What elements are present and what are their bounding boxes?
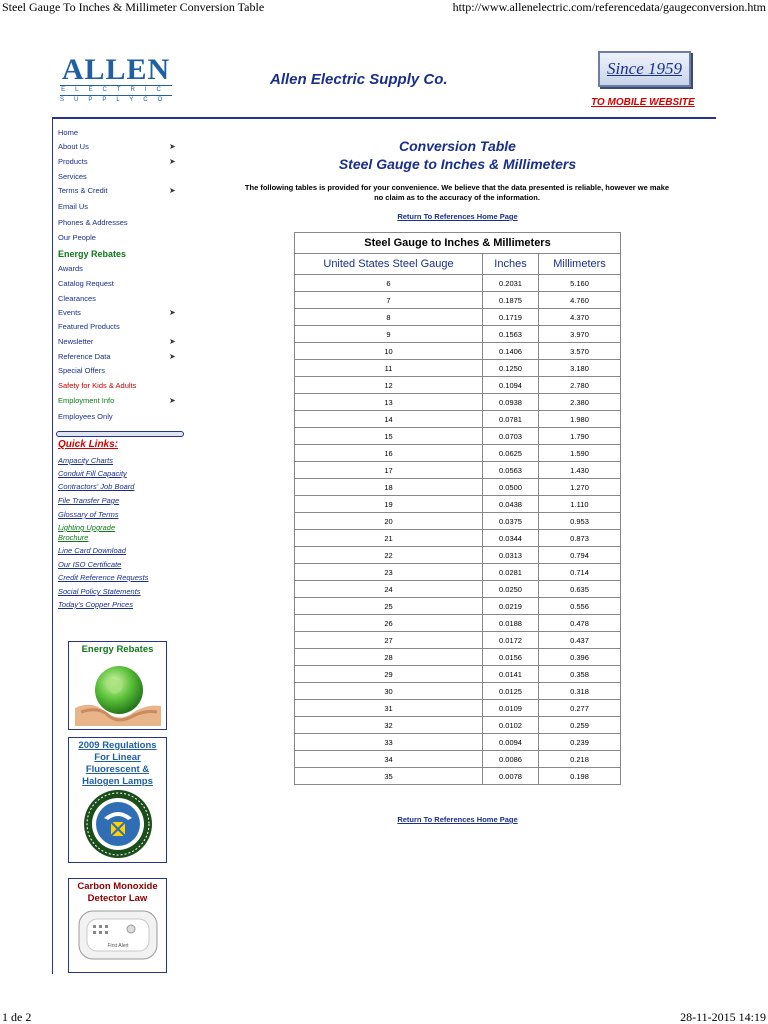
mm-cell: 0.714	[539, 564, 621, 581]
logo-supply: SUPPLYCO	[60, 97, 173, 103]
table-row	[295, 530, 621, 547]
mm-cell: 2.380	[539, 394, 621, 411]
submenu-arrow-icon[interactable]: ➤	[169, 142, 176, 151]
since-label: Since 1959	[606, 59, 683, 78]
mm-cell: 1.110	[539, 496, 621, 513]
quick-link[interactable]: Line Card Download	[58, 546, 126, 555]
inches-cell: 0.0125	[483, 683, 539, 700]
regulations-line-1: 2009 Regulations	[78, 740, 157, 751]
mm-cell: 5.160	[539, 275, 621, 292]
intro-text	[212, 183, 702, 203]
print-title: Steel Gauge To Inches & Millimeter Conversion Table	[2, 0, 265, 14]
sidebar-item[interactable]: Employment Info	[58, 396, 115, 405]
inches-cell: 0.0086	[483, 751, 539, 768]
sidebar-item[interactable]: Services	[58, 172, 87, 181]
mm-cell: 0.239	[539, 734, 621, 751]
since-badge[interactable]	[598, 51, 691, 87]
logo-electric: ELECTRIC	[61, 87, 171, 93]
gauge-cell: 32	[295, 717, 483, 734]
inches-cell: 0.0156	[483, 649, 539, 666]
quick-link[interactable]: File Transfer Page	[58, 496, 120, 505]
submenu-arrow-icon[interactable]: ➤	[169, 186, 176, 195]
inches-cell: 0.1250	[483, 360, 539, 377]
sidebar-item[interactable]: Catalog Request	[58, 279, 114, 288]
return-link-top[interactable]: Return To References Home Page	[397, 212, 518, 221]
co-detector-icon	[73, 905, 163, 965]
mm-cell: 1.590	[539, 445, 621, 462]
quick-link[interactable]: Credit Reference Requests	[58, 573, 149, 582]
table-row	[295, 581, 621, 598]
quick-link[interactable]: Contractors' Job Board	[58, 482, 135, 491]
table-row	[295, 649, 621, 666]
table-row	[295, 513, 621, 530]
table-row	[295, 428, 621, 445]
mm-cell: 0.794	[539, 547, 621, 564]
mm-cell: 2.780	[539, 377, 621, 394]
sidebar-item[interactable]: Events	[58, 308, 81, 317]
mm-cell: 3.970	[539, 326, 621, 343]
quick-link[interactable]: Lighting Upgrade	[58, 523, 116, 532]
table-row	[295, 615, 621, 632]
submenu-arrow-icon[interactable]: ➤	[169, 308, 176, 317]
submenu-arrow-icon[interactable]: ➤	[169, 352, 176, 361]
quick-links-title: Quick Links:	[58, 439, 119, 450]
gauge-cell: 29	[295, 666, 483, 683]
table-row	[295, 564, 621, 581]
gauge-cell: 7	[295, 292, 483, 309]
table-caption: Steel Gauge to Inches & Millimeters	[295, 233, 621, 254]
submenu-arrow-icon[interactable]: ➤	[169, 396, 176, 405]
table-row	[295, 394, 621, 411]
inches-cell: 0.0938	[483, 394, 539, 411]
inches-cell: 0.1719	[483, 309, 539, 326]
table-row	[295, 479, 621, 496]
sidebar-item[interactable]: Products	[58, 157, 88, 166]
inches-cell: 0.0438	[483, 496, 539, 513]
mm-cell: 0.358	[539, 666, 621, 683]
mm-cell: 0.635	[539, 581, 621, 598]
gauge-cell: 11	[295, 360, 483, 377]
inches-cell: 0.0102	[483, 717, 539, 734]
inches-cell: 0.0078	[483, 768, 539, 785]
mm-cell: 0.218	[539, 751, 621, 768]
mm-cell: 3.180	[539, 360, 621, 377]
quick-link[interactable]: Brochure	[58, 533, 89, 542]
mm-cell: 3.570	[539, 343, 621, 360]
regulations-line-2: For Linear	[94, 752, 141, 763]
sidebar-item[interactable]: Terms & Credit	[58, 186, 108, 195]
inches-cell: 0.0781	[483, 411, 539, 428]
table-row	[295, 292, 621, 309]
sidebar-item[interactable]: About Us	[58, 142, 89, 151]
gauge-cell: 22	[295, 547, 483, 564]
table-row	[295, 462, 621, 479]
sidebar-item[interactable]: Featured Products	[58, 322, 120, 331]
carbon-monoxide-box[interactable]	[68, 878, 167, 973]
mm-cell: 1.270	[539, 479, 621, 496]
page-subtitle: Steel Gauge to Inches & Millimeters	[338, 156, 577, 172]
gauge-table	[294, 232, 621, 785]
print-datetime: 28-11-2015 14:19	[680, 1010, 766, 1024]
col-mm-header: Millimeters	[539, 254, 621, 275]
sidebar-scroll-bar	[56, 431, 184, 437]
inches-cell: 0.0500	[483, 479, 539, 496]
gauge-cell: 25	[295, 598, 483, 615]
inches-cell: 0.0141	[483, 666, 539, 683]
gauge-cell: 23	[295, 564, 483, 581]
gauge-cell: 34	[295, 751, 483, 768]
print-url: http://www.allenelectric.com/referencedata/gaugeconversion.htm	[452, 0, 766, 14]
inches-cell: 0.0625	[483, 445, 539, 462]
inches-cell: 0.0703	[483, 428, 539, 445]
inches-cell: 0.0188	[483, 615, 539, 632]
gauge-cell: 26	[295, 615, 483, 632]
regulations-box[interactable]	[68, 737, 167, 863]
inches-cell: 0.0313	[483, 547, 539, 564]
mm-cell: 0.396	[539, 649, 621, 666]
gauge-cell: 30	[295, 683, 483, 700]
print-header	[0, 0, 768, 16]
table-row	[295, 343, 621, 360]
inches-cell: 0.0250	[483, 581, 539, 598]
inches-cell: 0.0219	[483, 598, 539, 615]
gauge-cell: 8	[295, 309, 483, 326]
gauge-cell: 35	[295, 768, 483, 785]
gauge-cell: 9	[295, 326, 483, 343]
sidebar-item[interactable]: Awards	[58, 264, 83, 273]
mm-cell: 4.370	[539, 309, 621, 326]
inches-cell: 0.0344	[483, 530, 539, 547]
table-row	[295, 360, 621, 377]
inches-cell: 0.0281	[483, 564, 539, 581]
submenu-arrow-icon[interactable]: ➤	[169, 157, 176, 166]
sidebar-item[interactable]: Clearances	[58, 294, 96, 303]
intro-line-1: The following tables is provided for your convenience. We believe that the data presented is reliable, however we make	[244, 183, 670, 192]
inches-cell: 0.0109	[483, 700, 539, 717]
gauge-cell: 15	[295, 428, 483, 445]
quick-link[interactable]: Ampacity Charts	[58, 456, 114, 465]
allen-logo[interactable]	[60, 53, 173, 104]
gauge-cell: 16	[295, 445, 483, 462]
sidebar-item[interactable]: Energy Rebates	[58, 249, 127, 259]
sidebar-item[interactable]: Email Us	[58, 202, 89, 211]
table-row	[295, 377, 621, 394]
quick-link[interactable]: Today's Copper Prices	[58, 600, 133, 609]
gauge-cell: 21	[295, 530, 483, 547]
table-row	[295, 700, 621, 717]
sidebar-item[interactable]: Safety for Kids & Adults	[58, 381, 137, 390]
logo-wordmark: ALLEN	[61, 53, 171, 86]
mm-cell: 0.478	[539, 615, 621, 632]
inches-cell: 0.0375	[483, 513, 539, 530]
gauge-cell: 12	[295, 377, 483, 394]
energy-rebates-box[interactable]	[68, 641, 167, 730]
mm-cell: 1.980	[539, 411, 621, 428]
inches-cell: 0.0563	[483, 462, 539, 479]
gauge-cell: 6	[295, 275, 483, 292]
page-number: 1 de 2	[2, 1010, 32, 1024]
gauge-cell: 14	[295, 411, 483, 428]
gauge-cell: 17	[295, 462, 483, 479]
mm-cell: 1.430	[539, 462, 621, 479]
table-row	[295, 717, 621, 734]
carbon-monoxide-line-2: Detector Law	[87, 893, 148, 904]
table-row	[295, 547, 621, 564]
quick-link[interactable]: Conduit Fill Capacity	[58, 469, 127, 478]
table-row	[295, 275, 621, 292]
mm-cell: 1.790	[539, 428, 621, 445]
gauge-cell: 13	[295, 394, 483, 411]
mm-cell: 0.277	[539, 700, 621, 717]
table-row	[295, 751, 621, 768]
gauge-cell: 19	[295, 496, 483, 513]
quick-link[interactable]: Glossary of Terms	[58, 510, 119, 519]
mm-cell: 0.437	[539, 632, 621, 649]
sidebar-item[interactable]: Reference Data	[58, 352, 111, 361]
quick-link[interactable]: Our ISO Certificate	[58, 560, 122, 569]
table-row	[295, 666, 621, 683]
gauge-cell: 10	[295, 343, 483, 360]
regulations-line-3: Fluorescent &	[85, 764, 150, 775]
company-name: Allen Electric Supply Co.	[270, 71, 448, 88]
gauge-cell: 27	[295, 632, 483, 649]
regulations-line-4: Halogen Lamps	[82, 776, 153, 787]
mm-cell: 0.259	[539, 717, 621, 734]
table-row	[295, 326, 621, 343]
inches-cell: 0.0172	[483, 632, 539, 649]
inches-cell: 0.1563	[483, 326, 539, 343]
submenu-arrow-icon[interactable]: ➤	[169, 337, 176, 346]
inches-cell: 0.1875	[483, 292, 539, 309]
quick-link[interactable]: Social Policy Statements	[58, 587, 141, 596]
inches-cell: 0.1094	[483, 377, 539, 394]
sidebar-item[interactable]: Newsletter	[58, 337, 94, 346]
carbon-monoxide-line-1: Carbon Monoxide	[77, 881, 158, 892]
mm-cell: 4.760	[539, 292, 621, 309]
print-footer	[0, 1010, 768, 1024]
energy-rebates-title: Energy Rebates	[81, 644, 154, 655]
mobile-website-link[interactable]: TO MOBILE WEBSITE	[591, 97, 695, 108]
gauge-cell: 18	[295, 479, 483, 496]
mm-cell: 0.198	[539, 768, 621, 785]
globe-in-hands-icon	[73, 656, 163, 726]
table-row	[295, 768, 621, 785]
mm-cell: 0.953	[539, 513, 621, 530]
sidebar-item[interactable]: Employees Only	[58, 412, 113, 421]
sidebar-item[interactable]: Our People	[58, 233, 96, 242]
detector-brand: First Alert	[106, 943, 129, 949]
table-row	[295, 598, 621, 615]
inches-cell: 0.2031	[483, 275, 539, 292]
gauge-cell: 24	[295, 581, 483, 598]
col-inches-header: Inches	[483, 254, 539, 275]
sidebar-item[interactable]: Special Offers	[58, 366, 105, 375]
col-gauge-header: United States Steel Gauge	[295, 254, 483, 275]
table-row	[295, 683, 621, 700]
sidebar-item[interactable]: Home	[58, 128, 79, 137]
sidebar-item[interactable]: Phones & Addresses	[58, 218, 128, 227]
table-row	[295, 309, 621, 326]
gauge-cell: 28	[295, 649, 483, 666]
table-row	[295, 496, 621, 513]
page-title: Conversion Table	[399, 138, 516, 154]
table-row	[295, 445, 621, 462]
mm-cell: 0.556	[539, 598, 621, 615]
mm-cell: 0.873	[539, 530, 621, 547]
table-row	[295, 734, 621, 751]
mm-cell: 0.318	[539, 683, 621, 700]
gauge-cell: 20	[295, 513, 483, 530]
return-link-bottom[interactable]: Return To References Home Page	[397, 815, 518, 824]
inches-cell: 0.1406	[483, 343, 539, 360]
inches-cell: 0.0094	[483, 734, 539, 751]
gauge-cell: 31	[295, 700, 483, 717]
table-row	[295, 411, 621, 428]
table-row	[295, 632, 621, 649]
department-of-energy-seal-icon	[78, 788, 158, 860]
gauge-cell: 33	[295, 734, 483, 751]
intro-line-2: no claim as to the accuracy of the information.	[374, 193, 540, 202]
